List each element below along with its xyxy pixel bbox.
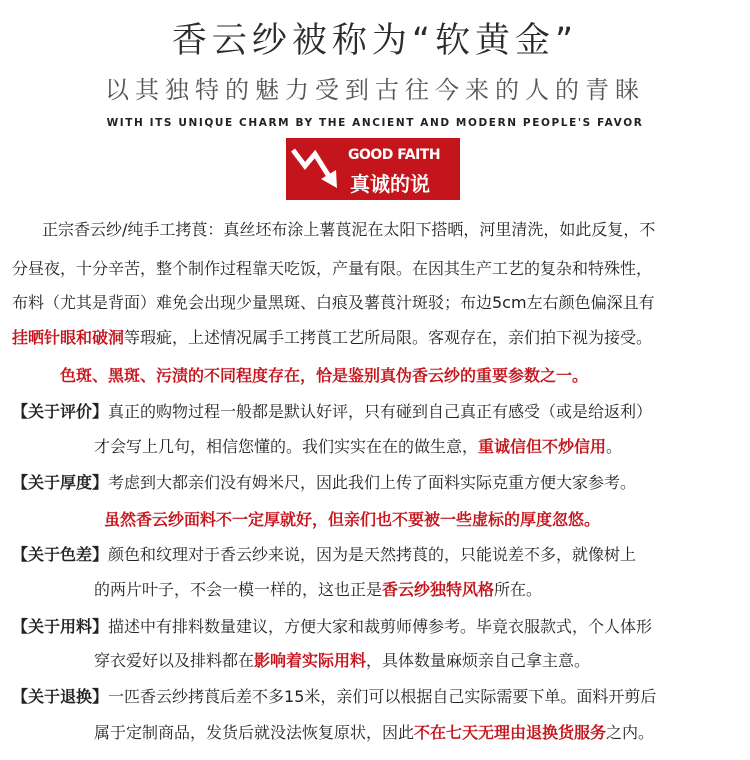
color-red-text: 香云纱独特风格 bbox=[382, 580, 495, 599]
returns-text-1: 一匹香云纱拷莨后差不多15米，亲们可以根据自己实际需要下单。面料开剪后 bbox=[108, 687, 657, 706]
thickness-highlight: 虽然香云纱面料不一定厚就好，但亲们也不要被一些虚标的厚度忽悠。 bbox=[104, 510, 601, 529]
down-zigzag-arrow-icon bbox=[290, 146, 344, 192]
material-line-1 bbox=[12, 617, 652, 637]
thickness-label: 【关于厚度】 bbox=[12, 473, 109, 492]
page-subtitle: 以其独特的魅力受到古往今来的人的青睐 bbox=[105, 76, 645, 104]
review-label: 【关于评价】 bbox=[12, 402, 109, 421]
good-faith-badge bbox=[286, 138, 460, 200]
intro-line-4-text: 等瑕疵，上述情况属手工拷莨工艺所局限。客观存在，亲们拍下视为接受。 bbox=[124, 328, 653, 347]
material-text-2: 穿衣爱好以及排料都在 bbox=[94, 651, 255, 670]
review-line-2 bbox=[94, 437, 622, 457]
intro-line-3: 布料（尤其是背面）难免会出现少量黑斑、白痕及薯莨汁斑驳；布边5cm左右颜色偏深且有 bbox=[12, 293, 655, 312]
review-text-1: 真正的购物过程一般都是默认好评，只有碰到自己真正有感受（或是给返利） bbox=[108, 402, 653, 421]
material-red-text: 影响着实际用料 bbox=[254, 651, 367, 670]
material-line-2 bbox=[94, 651, 590, 671]
color-text-2: 的两片叶子，不会一模一样的，这也正是 bbox=[94, 580, 383, 599]
thickness-line-1 bbox=[12, 473, 636, 493]
page-title: 香云纱被称为“软黄金” bbox=[171, 21, 579, 61]
intro-red-text: 挂晒针眼和破洞 bbox=[12, 328, 125, 347]
returns-text-2-end: 之内。 bbox=[606, 723, 655, 742]
color-text-1: 颜色和纹理对于香云纱来说，因为是天然拷莨的，只能说差不多，就像树上 bbox=[108, 545, 637, 564]
returns-red-text: 不在七天无理由退换货服务 bbox=[414, 723, 607, 742]
color-line-1 bbox=[12, 545, 636, 565]
material-text-1: 描述中有排料数量建议，方便大家和裁剪师傅参考。毕竟衣服款式，个人体形 bbox=[108, 617, 653, 636]
color-line-2 bbox=[94, 580, 542, 600]
returns-line-1 bbox=[12, 687, 656, 707]
review-line-1 bbox=[12, 402, 652, 422]
thickness-text-1: 考虑到大都亲们没有姆米尺，因此我们上传了面料实际克重方便大家参考。 bbox=[108, 473, 637, 492]
intro-line-1: 正宗香云纱/纯手工拷莨：真丝坯布涂上薯莨泥在太阳下搭晒，河里清洗，如此反复，不 bbox=[42, 220, 656, 239]
intro-line-2: 分昼夜，十分辛苦，整个制作过程靠天吃饭，产量有限。在因其生产工艺的复杂和特殊性， bbox=[12, 259, 653, 278]
material-label: 【关于用料】 bbox=[12, 617, 109, 636]
review-red-text: 重诚信但不炒信用 bbox=[478, 437, 607, 456]
material-text-2-end: ，具体数量麻烦亲自己拿主意。 bbox=[366, 651, 591, 670]
color-label: 【关于色差】 bbox=[12, 545, 109, 564]
returns-label: 【关于退换】 bbox=[12, 687, 109, 706]
english-tagline: WITH ITS UNIQUE CHARM BY THE ANCIENT AND MODERN PEOPLE'S FAVOR bbox=[106, 117, 644, 129]
badge-english-text: GOOD FAITH bbox=[348, 147, 441, 163]
color-text-2-end: 所在。 bbox=[494, 580, 543, 599]
intro-line-4 bbox=[12, 328, 652, 348]
review-text-2-end: 。 bbox=[606, 437, 623, 456]
intro-highlight: 色斑、黑斑、污渍的不同程度存在，恰是鉴别真伪香云纱的重要参数之一。 bbox=[60, 366, 589, 385]
returns-line-2 bbox=[94, 723, 654, 743]
review-text-2: 才会写上几句，相信您懂的。我们实实在在的做生意， bbox=[94, 437, 479, 456]
returns-text-2: 属于定制商品，发货后就没法恢复原状，因此 bbox=[94, 723, 415, 742]
badge-chinese-text: 真诚的说 bbox=[350, 172, 430, 196]
